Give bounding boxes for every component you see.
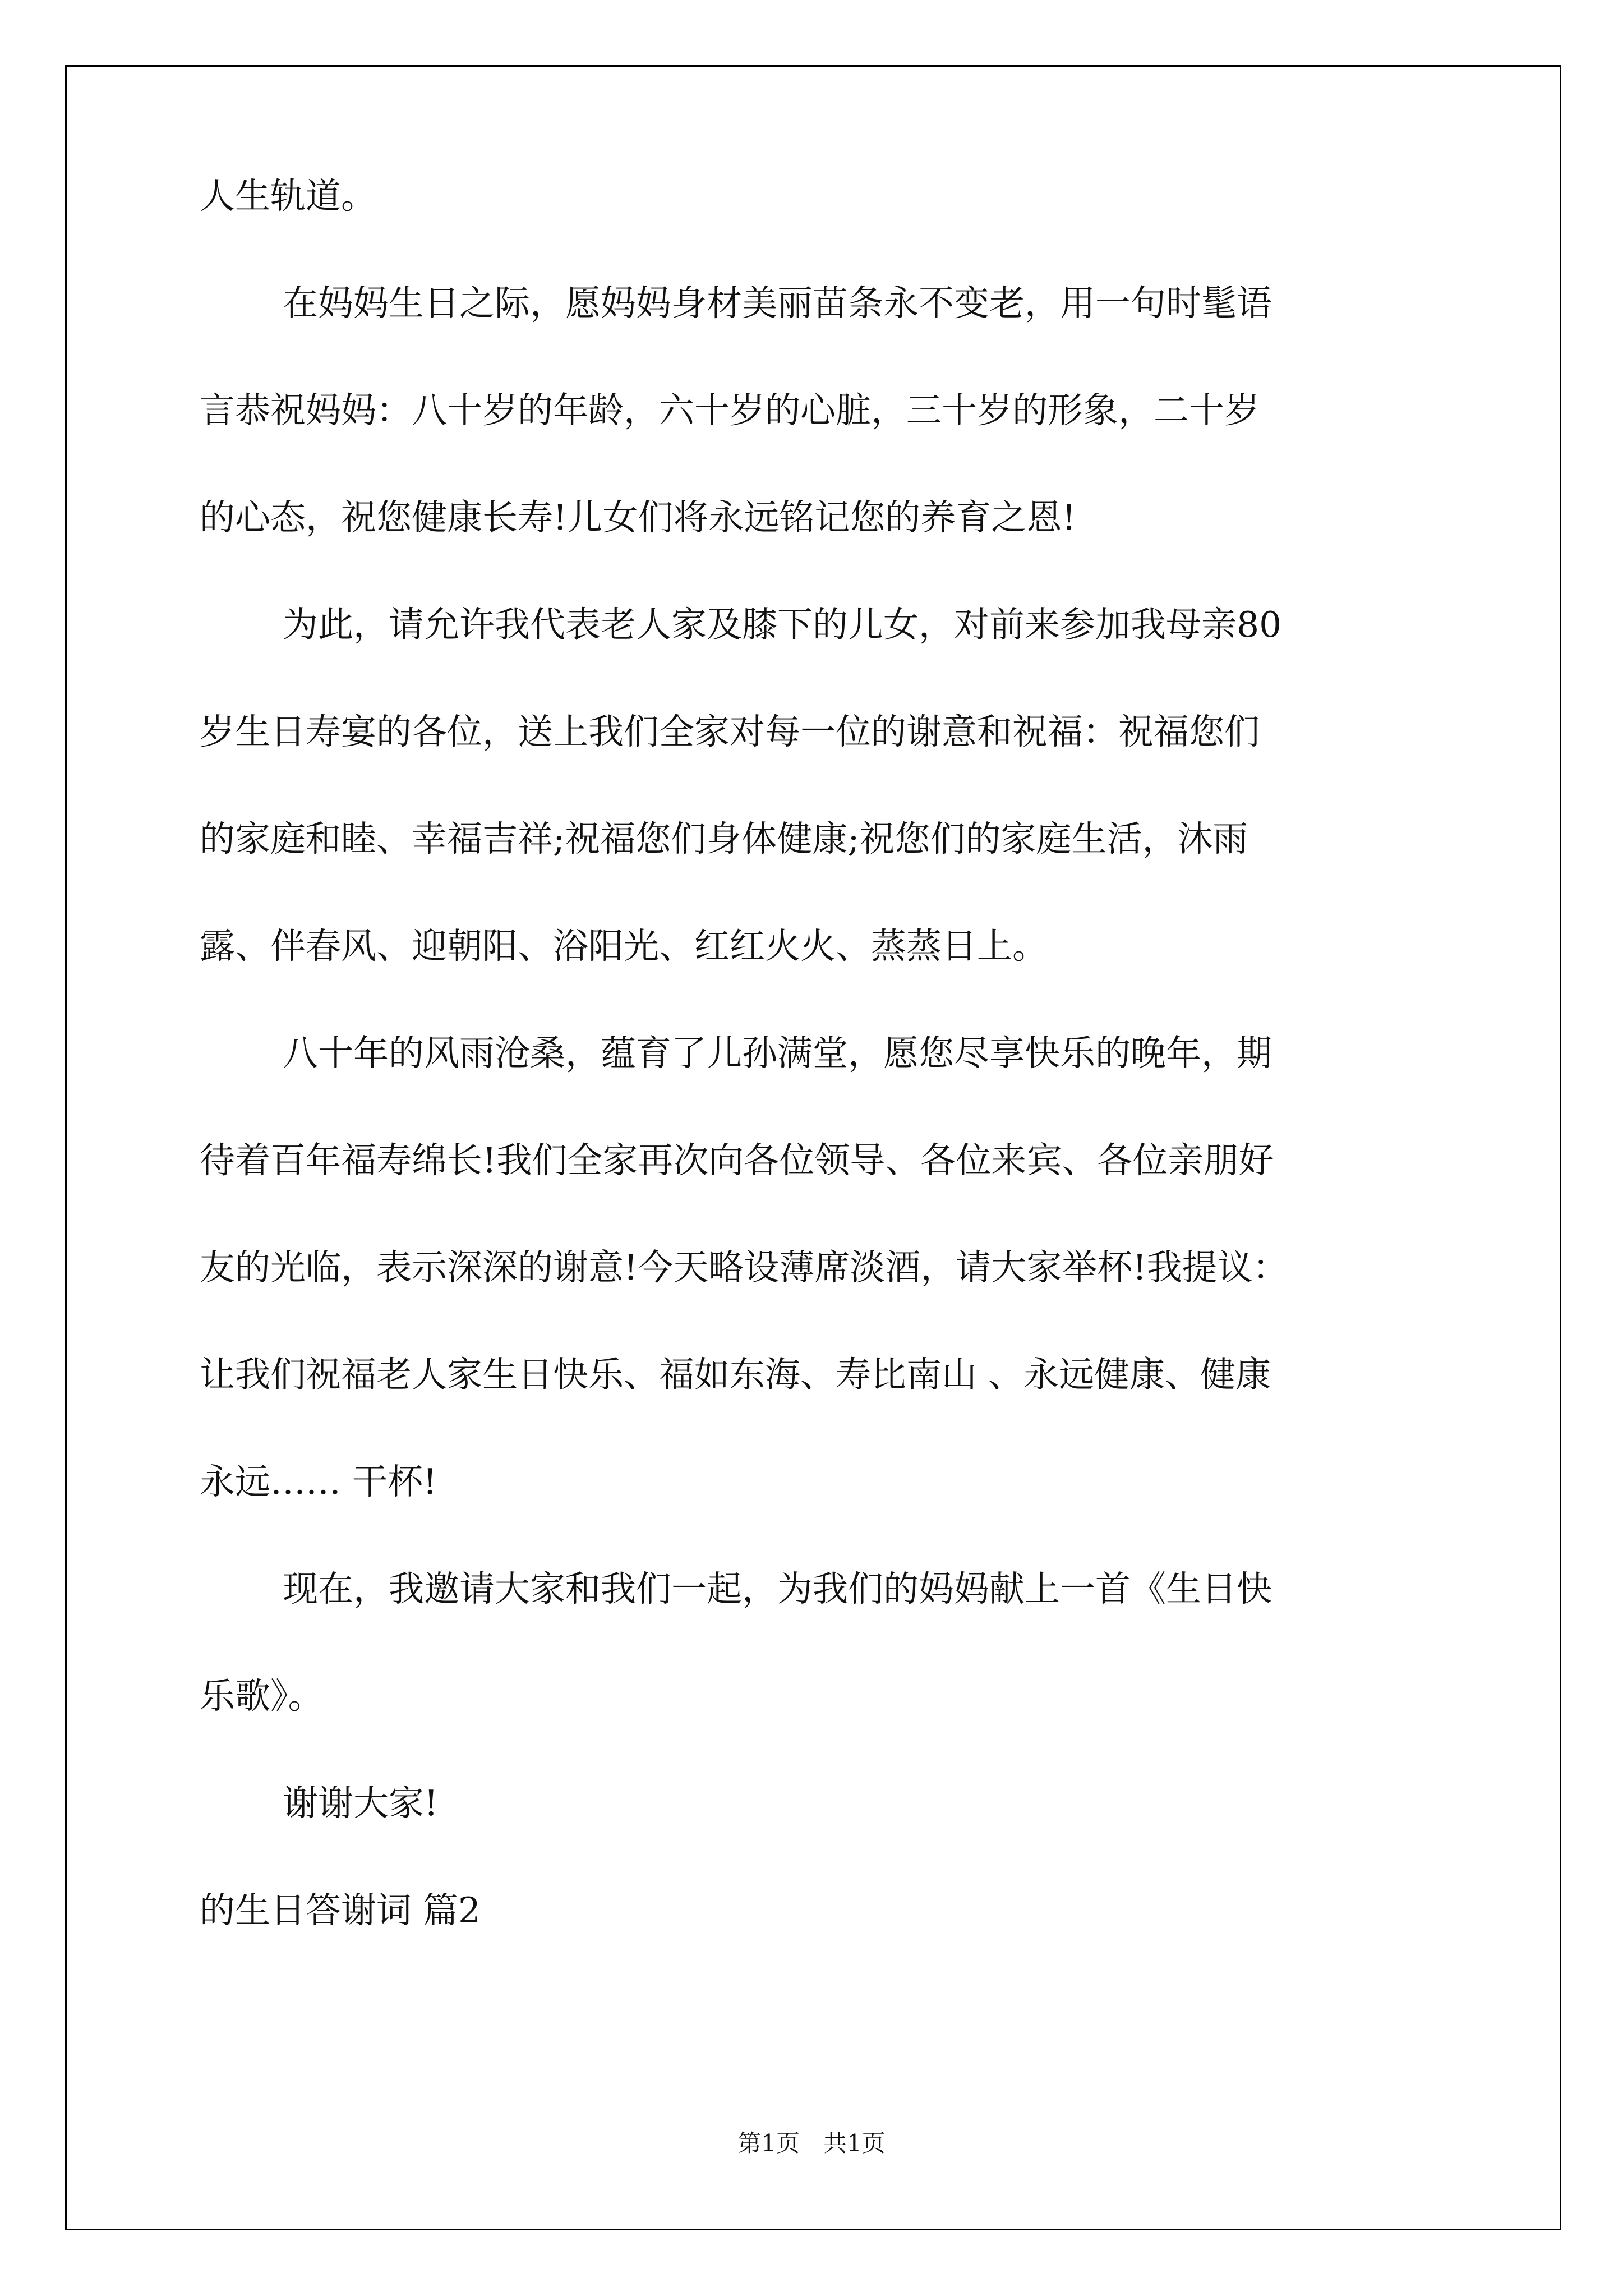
paragraph-start-line: 在妈妈生日之际，愿妈妈身材美丽苗条永不变老，用一句时髦语 [283,283,1272,324]
text-line: 友的光临，表示深深的谢意!今天略设薄席淡酒，请大家举杯!我提议： [200,1247,1288,1288]
paragraph-start-line: 现在，我邀请大家和我们一起，为我们的妈妈献上一首《生日快 [283,1568,1272,1609]
paragraph-start-line: 为此，请允许我代表老人家及膝下的儿女，对前来参加我母亲80 [283,604,1282,645]
paragraph-start-line: 八十年的风雨沧桑，蕴育了儿孙满堂，愿您尽享快乐的晚年，期 [283,1033,1272,1074]
text-line: 言恭祝妈妈：八十岁的年龄，六十岁的心脏，三十岁的形象，二十岁 [200,390,1260,431]
text-line: 岁生日寿宴的各位，送上我们全家对每一位的谢意和祝福：祝福您们 [200,711,1260,752]
text-line: 人生轨道。 [200,176,376,217]
text-line: 永远…… 干杯! [200,1461,437,1502]
text-line: 的心态，祝您健康长寿!儿女们将永远铭记您的养育之恩! [200,497,1076,538]
text-line: 让我们祝福老人家生日快乐、福如东海、寿比南山 、永远健康、健康 [200,1354,1271,1395]
text-line: 待着百年福寿绵长!我们全家再次向各位领导、各位来宾、各位亲朋好 [200,1140,1274,1181]
text-line: 露、伴春风、迎朝阳、浴阳光、红红火火、蒸蒸日上。 [200,926,1048,967]
paragraph-start-line: 谢谢大家! [283,1783,439,1824]
text-line: 乐歌》。 [200,1676,324,1717]
page-footer: 第1页 共1页 [737,2129,886,2157]
section-heading: 的生日答谢词 篇2 [200,1890,481,1931]
text-line: 的家庭和睦、幸福吉祥;祝福您们身体健康;祝您们的家庭生活，沐雨 [200,818,1248,859]
